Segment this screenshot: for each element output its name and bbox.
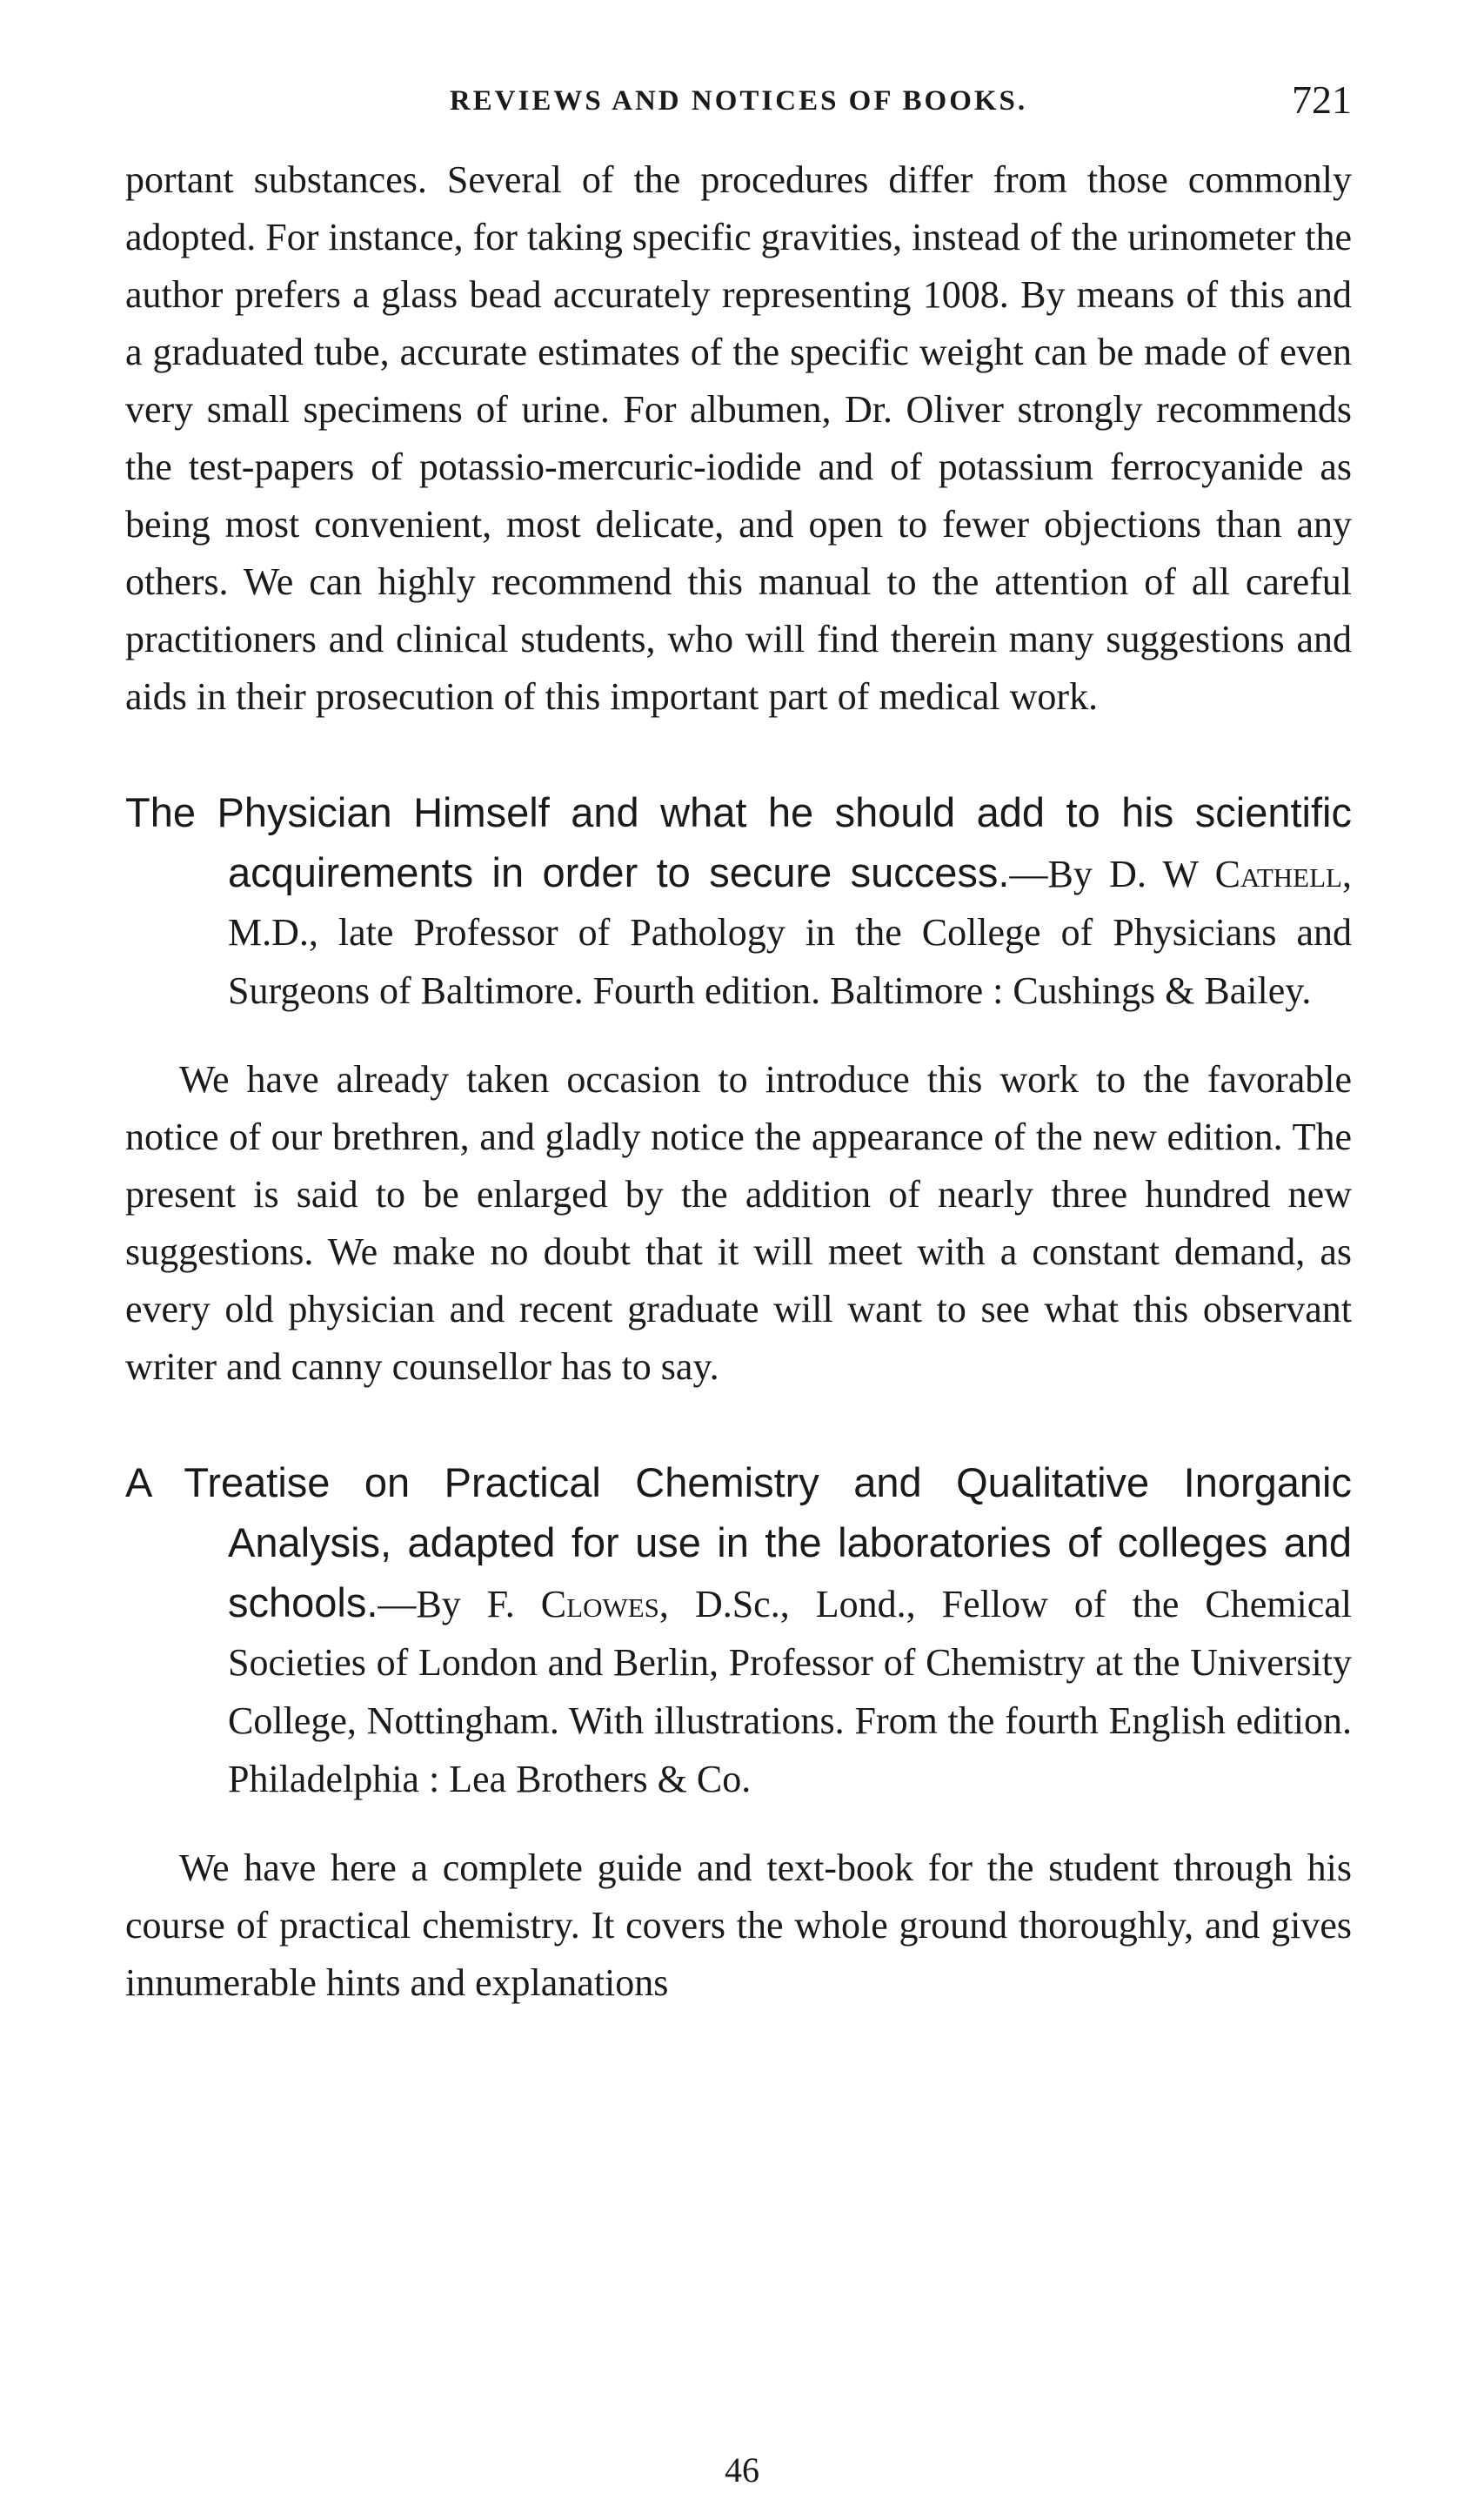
review-heading-practical-chemistry (125, 1453, 1352, 1808)
byline-details: , D.Sc., Lond., Fellow of the Chemical Societies of London and Berlin, Professor of Chemistry at the University College, Nottingham. With illustrations. From the fourth English edition. Philadelphia : Lea Brothers & Co. (228, 1583, 1352, 1800)
page-number: 721 (1292, 77, 1352, 122)
review-title: The Physician Himself and what he should add to his scientific acquirements in order to secure success. (125, 789, 1352, 895)
review-body-practical-chemistry: We have here a complete guide and text-book for the student through his course of practical chemistry. It covers the whole ground thoroughly, and gives innumerable hints and explanations (125, 1846, 1352, 2004)
page (125, 77, 1352, 2012)
review-body-physician-himself: We have already taken occasion to introduce this work to the favorable notice of our brethren, and gladly notice the appearance of the new edition. The present is said to be enlarged by the addition of nearly three hundred new suggestions. We make no doubt that it will meet with a constant demand, as every old physician and recent graduate will want to see what this observant writer and canny counsellor has to say. (125, 1058, 1352, 1388)
review-title: A Treatise on Practical Chemistry and Qualitative Inorganic Analysis, adapted for use in the laboratories of colleges and schools. (125, 1459, 1352, 1625)
running-head (125, 77, 1352, 129)
signature-mark: 46 (725, 2450, 759, 2490)
byline-details: , M.D., late Professor of Pathology in the College of Physicians and Surgeons of Baltimore. Fourth edition. Baltimore : Cushings & Bailey. (228, 853, 1352, 1012)
byline-prefix: —By D. W (1009, 853, 1215, 895)
continuation-paragraph: portant substances. Several of the procedures differ from those commonly adopted. For instance, for taking specific gravities, instead of the urinometer the author prefers a glass bead accurately representing 1008. By means of this and a graduated tube, accurate estimates of the specific weight can be made of even very small specimens of urine. For albumen, Dr. Oliver strongly recommends the test-papers of potassio-mercuric-iodide and of potassium ferrocyanide as being most convenient, most delicate, and open to fewer objections than any others. We can highly recommend this manual to the attention of all careful practitioners and clinical students, who will find therein many suggestions and aids in their prosecution of this important part of medical work. (125, 158, 1352, 718)
review-heading-physician-himself (125, 783, 1352, 1020)
author-name: Clowes (540, 1583, 659, 1625)
byline-prefix: —By F. (378, 1583, 541, 1625)
running-title: REVIEWS AND NOTICES OF BOOKS. (449, 85, 1028, 117)
author-name: Cathell (1214, 853, 1342, 895)
